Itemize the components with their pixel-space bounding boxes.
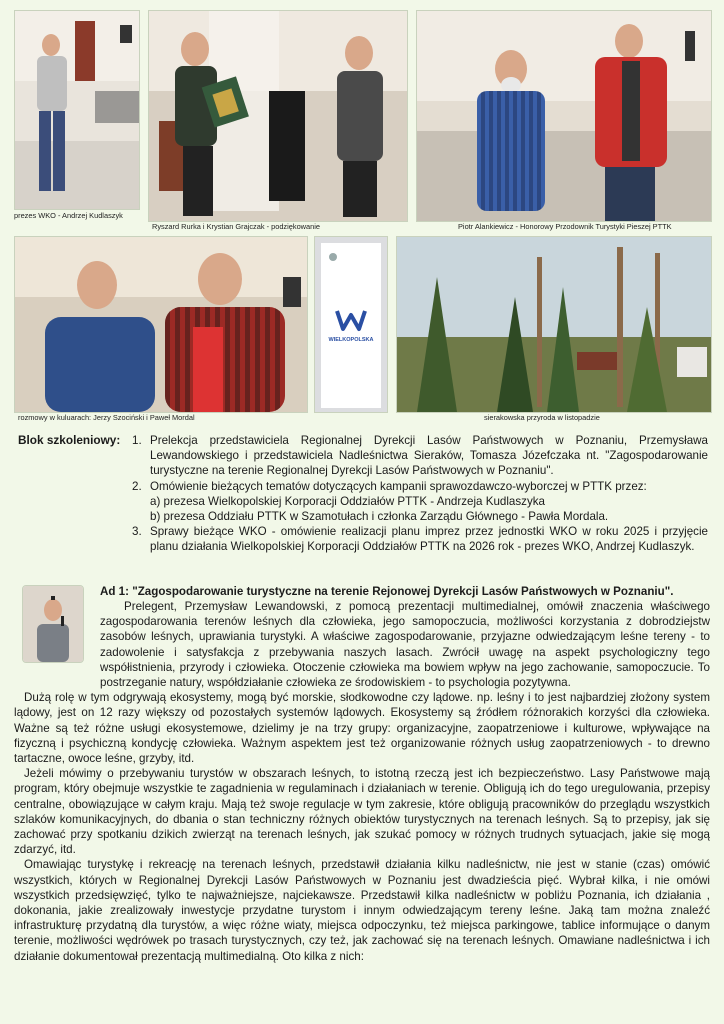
caption-photo1: prezes WKO - Andrzej Kudlaszyk [14, 211, 123, 220]
block-item-2 [132, 479, 708, 525]
block-item-text: Sprawy bieżące WKO - omówienie realizacji planu imprez przez jednostki WKO w roku 2025 i przyjęcie planu działania Wielkopolskiej Korporacji Oddziałów PTTK na 2026 rok - prezes WKO, Andrzej Kudlaszyk. [150, 525, 708, 554]
ad1-paragraph-2: Dużą rolę w tym odgrywają ekosystemy, mogą być morskie, słodkowodne czy lądowe. np. leśny i to jest najbardziej złożony system lądowy, jest on 12 razy większy od pozostałych systemów lądowych. Ekosystemy są źródłem różnorakich korzyści dla człowieka. Ważne są też różne usługi ekosystemowe, dzielimy je na trzy grupy: organizacyjne, zaopatrzeniowe i kulturowe, wpływające na fizyczną i psychiczną kondycję człowieka. Ważnym aspektem jest też organizowanie różnych usług zaopatrzeniowych - to drewno tartaczne, owoce leśne, grzyby, itd. [14, 691, 710, 766]
photo-image [417, 11, 711, 221]
caption-photo3: Piotr Alankiewicz - Honorowy Przodownik Turystyki Pieszej PTTK [458, 222, 672, 231]
ad1-paragraph-3: Jeżeli mówimy o przebywaniu turystów w obszarach leśnych, to istotną rzeczą jest ich bezpieczeństwo. Lasy Państwowe mają program, który obejmuje wszystkie te zagadnienia w regulaminach i działaniach w terenie. Obligują ich do tego uregulowania, przepisy centralne, obowiązujące w całym kraju. Mają też swoje regulacje w tym zakresie, które obligują pracowników do przeglądu wszystkich szlaków komunikacyjnych, do dbania o stan techniczny różnych obiektów turystycznych na terenach leśnych. Są to przepisy, jak się zachować przy spotkaniu dzikich zwierząt na terenach leśnych, jak szukać pomocy w różnych trudnych sytuacjach, jakie się mogą zdarzyć, itd. [14, 767, 710, 857]
photo-image [397, 237, 711, 412]
photo-piotr-alankiewicz [416, 10, 712, 222]
block-item-text: Prelekcja przedstawiciela Regionalnej Dyrekcji Lasów Państwowych w Poznaniu, Przemysława Lewandowskiego i przedstawiciela Nadleśnictwa Sieraków, Tomasza Józefczaka nt. "Zagospodarowanie turystyczne na terenie Regionalnej Dyrekcji Lasów Państwowych w Poznaniu". [150, 434, 708, 478]
caption-photo2: Ryszard Rurka i Krystian Grajczak - podziękowanie [152, 222, 320, 231]
photo-andrzej-kudlaszyk [14, 10, 140, 210]
block-item-3 [132, 524, 708, 554]
caption-photo4: rozmowy w kuluarach: Jerzy Szociński i Paweł Mordal [18, 413, 195, 422]
photo-podziekowanie [148, 10, 408, 222]
block-subitem-a: a) prezesa Wielkopolskiej Korporacji Oddziałów PTTK - Andrzeja Kudlaszyka [150, 494, 545, 508]
ad1-paragraph-1-text: Prelegent, Przemysław Lewandowski, z pomocą prezentacji multimedialnej, omówił znaczenia właściwego zagospodarowania terenów leśnych dla człowieka, jego samopoczucia, możliwości korzystania z dobrodziejstw zasobów leśnych, uprawiania turystyki. A właściwe zagospodarowanie, przyjazne odwiedzającym leśne tereny - to zadowolenie i satysfakcja z przebywania naszych lasach. Zwrócił uwagę na aspekt psychologiczny tego współistnienia, przyrody i człowieka. Otoczenie człowieka ma bowiem wpływ na jego zachowanie, samopoczucie. To postrzeganie natury, współdziałanie człowieka ze środowiskiem - to psychologia pozytywna. [100, 600, 710, 690]
block-item-1 [132, 433, 708, 479]
ad1-body [14, 599, 710, 964]
block-subitem-b: b) prezesa Oddziału PTTK w Szamotułach i członka Zarządu Głównego - Pawła Mordala. [150, 510, 609, 524]
banner-brand-text: WIELKOPOLSKA [328, 337, 374, 343]
block-item-number: 1. [132, 434, 142, 447]
photo-image [15, 237, 307, 412]
ad1-paragraph-1 [14, 599, 710, 690]
photo-banner-wielkopolska [314, 236, 388, 413]
caption-photo6: sierakowska przyroda w listopadzie [484, 413, 600, 422]
block-item-number: 2. [132, 479, 142, 493]
block-item-text: Omówienie bieżących tematów dotyczących kampanii sprawozdawczo-wyborczej w PTTK przez: [150, 479, 647, 493]
banner-image [315, 237, 387, 412]
block-item-number: 3. [132, 525, 142, 539]
photo-rozmowy-w-kuluarach [14, 236, 308, 413]
photo-sierakowska-przyroda [396, 236, 712, 413]
block-label: Blok szkoleniowy: [18, 433, 121, 447]
ad1-paragraph-4: Omawiając turystykę i rekreację na terenach leśnych, przedstawił działania kilku nadleśnictw, nie jest w stanie (czas) omówić wszystkich, których w Regionalnej Dyrekcji Lasów Państwowych w Poznaniu jest dwadzieścia pięć. Wybrał kilka, i nie omówi wszystkich przedsięwzięć, tylko te najważniejsze, najciekawsze. Przedstawił kilka nadleśnictw w pobliżu Poznania, ich działania , dokonania, jakie zrealizowały inwestycje przydatne turystom i innym odwiedzającym tereny leśne. Jaką tam można znaleźć infrastrukturę przydatną dla turystów, a więc różne wiaty, miejsca odpoczynku, też miejsca parkingowe, tablice informujące o danym terenie, możliwości wędrówek po trasach turystycznych, czy też, jak zachować się na terenach leśnych. Omawiane nadleśnictwa i ich działanie dokumentował prezentacją multimedialną. Oto kilka z nich: [14, 858, 710, 963]
block-sublist [150, 494, 708, 524]
block-list [132, 433, 708, 555]
photo-image [149, 11, 407, 221]
photo-image [15, 11, 139, 209]
ad1-title: Ad 1: "Zagospodarowanie turystyczne na terenie Rejonowej Dyrekcji Lasów Państwowych w Poznaniu". [100, 585, 674, 598]
ad1-heading [100, 584, 708, 599]
